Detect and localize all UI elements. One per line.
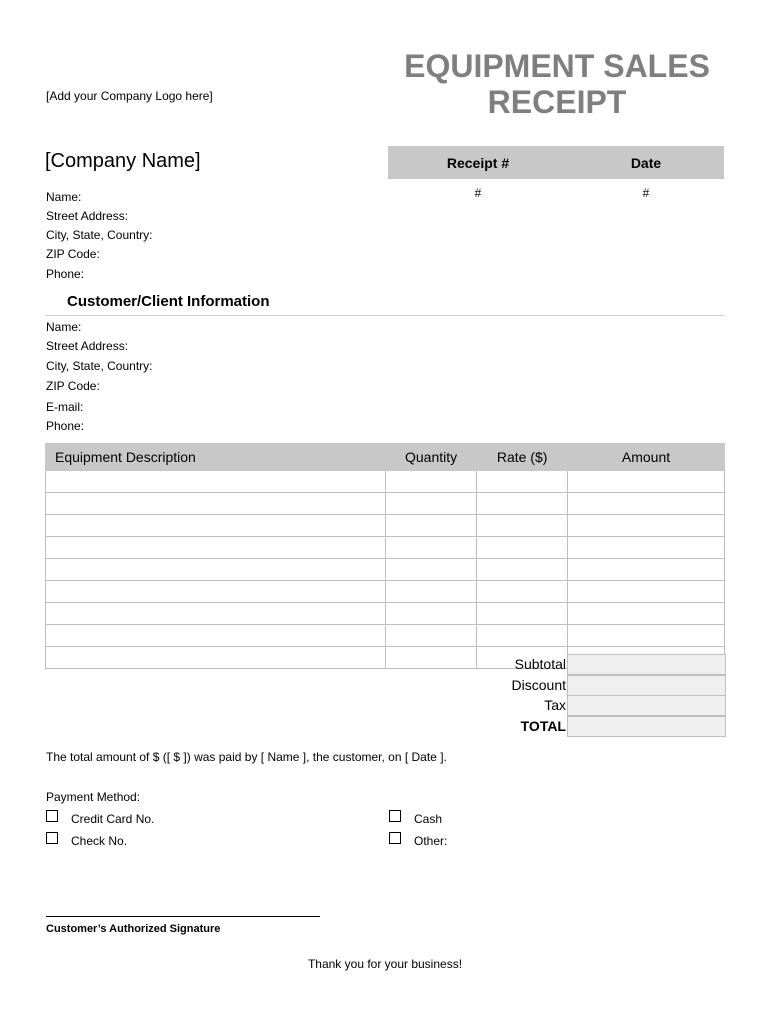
other-label: Other: — [414, 834, 448, 848]
title-line-2: RECEIPT — [487, 84, 627, 120]
quantity-cell[interactable] — [385, 581, 476, 603]
receipt-number-value[interactable]: # — [474, 186, 482, 200]
credit-card-checkbox[interactable] — [46, 810, 58, 822]
rate-cell[interactable] — [477, 493, 568, 515]
customer-name-field: Name: — [46, 320, 82, 334]
quantity-cell[interactable] — [385, 537, 476, 559]
customer-city-field: City, State, Country: — [46, 359, 153, 373]
company-name: [Company Name] — [45, 150, 201, 172]
header-rate: Rate ($) — [477, 444, 568, 471]
description-cell[interactable] — [46, 581, 386, 603]
description-cell[interactable] — [46, 537, 386, 559]
rate-cell[interactable] — [477, 603, 568, 625]
payment-method-label: Payment Method: — [46, 790, 141, 804]
quantity-cell[interactable] — [385, 625, 476, 647]
credit-card-label: Credit Card No. — [71, 812, 155, 826]
description-cell[interactable] — [46, 493, 386, 515]
logo-placeholder: [Add your Company Logo here] — [46, 89, 213, 103]
rate-cell[interactable] — [477, 515, 568, 537]
check-label: Check No. — [71, 834, 128, 848]
table-row — [46, 493, 725, 515]
payment-statement: The total amount of $ ([ $ ]) was paid by [ Name ], the customer, on [ Date ]. — [46, 750, 447, 764]
section-divider — [45, 315, 725, 316]
total-label: TOTAL — [520, 718, 566, 734]
table-row — [46, 625, 725, 647]
quantity-cell[interactable] — [385, 603, 476, 625]
cash-checkbox[interactable] — [389, 810, 401, 822]
description-cell[interactable] — [46, 515, 386, 537]
header-description: Equipment Description — [46, 444, 386, 471]
signature-line[interactable] — [46, 916, 320, 917]
company-zip-field: ZIP Code: — [46, 247, 100, 261]
receipt-number-label: Receipt # — [446, 154, 510, 171]
customer-phone-field: Phone: — [46, 419, 85, 433]
rate-cell[interactable] — [477, 581, 568, 603]
items-header-row — [46, 444, 725, 471]
amount-cell[interactable] — [568, 581, 725, 603]
table-row — [46, 515, 725, 537]
header-quantity: Quantity — [385, 444, 476, 471]
signature-label: Customer’s Authorized Signature — [46, 923, 221, 935]
table-row — [46, 471, 725, 493]
company-name-field: Name: — [46, 190, 82, 204]
customer-section-title: Customer/Client Information — [67, 293, 270, 310]
company-city-field: City, State, Country: — [46, 228, 153, 242]
quantity-cell[interactable] — [385, 471, 476, 493]
description-cell[interactable] — [46, 471, 386, 493]
discount-label: Discount — [511, 677, 566, 693]
description-cell[interactable] — [46, 647, 386, 669]
company-phone-field: Phone: — [46, 267, 85, 281]
amount-cell[interactable] — [568, 559, 725, 581]
header-amount: Amount — [568, 444, 725, 471]
amount-cell[interactable] — [568, 625, 725, 647]
receipt-date-header — [388, 146, 724, 179]
quantity-cell[interactable] — [385, 493, 476, 515]
footer-thanks: Thank you for your business! — [307, 957, 463, 971]
rate-cell[interactable] — [477, 559, 568, 581]
customer-email-field: E-mail: — [46, 400, 84, 414]
rate-cell[interactable] — [477, 625, 568, 647]
amount-cell[interactable] — [568, 515, 725, 537]
description-cell[interactable] — [46, 559, 386, 581]
customer-zip-field: ZIP Code: — [46, 379, 100, 393]
subtotal-field[interactable] — [567, 654, 726, 675]
customer-street-field: Street Address: — [46, 339, 129, 353]
cash-label: Cash — [414, 812, 443, 826]
amount-cell[interactable] — [568, 471, 725, 493]
tax-field[interactable] — [567, 695, 726, 716]
date-label: Date — [630, 154, 662, 171]
total-field[interactable] — [567, 716, 726, 737]
items-table — [45, 443, 725, 669]
rate-cell[interactable] — [477, 471, 568, 493]
description-cell[interactable] — [46, 603, 386, 625]
subtotal-label: Subtotal — [514, 656, 566, 672]
amount-cell[interactable] — [568, 537, 725, 559]
quantity-cell[interactable] — [385, 515, 476, 537]
rate-cell[interactable] — [477, 537, 568, 559]
company-street-field: Street Address: — [46, 209, 129, 223]
tax-label: Tax — [544, 697, 566, 713]
discount-field[interactable] — [567, 675, 726, 696]
table-row — [46, 581, 725, 603]
document-title — [390, 48, 724, 120]
description-cell[interactable] — [46, 625, 386, 647]
table-row — [46, 559, 725, 581]
other-checkbox[interactable] — [389, 832, 401, 844]
table-row — [46, 537, 725, 559]
date-value[interactable]: # — [642, 186, 650, 200]
amount-cell[interactable] — [568, 493, 725, 515]
check-checkbox[interactable] — [46, 832, 58, 844]
table-row — [46, 603, 725, 625]
amount-cell[interactable] — [568, 603, 725, 625]
title-line-1: EQUIPMENT SALES — [404, 48, 710, 84]
quantity-cell[interactable] — [385, 559, 476, 581]
